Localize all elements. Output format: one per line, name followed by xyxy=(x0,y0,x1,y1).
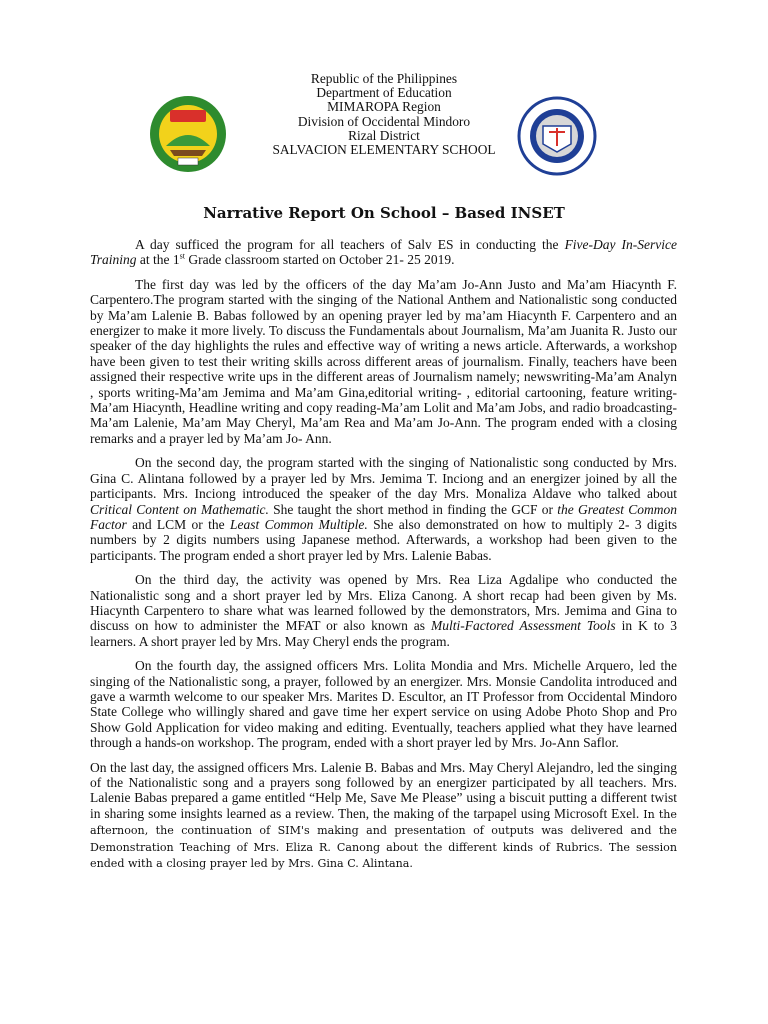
deped-seal-icon xyxy=(517,96,597,176)
report-body xyxy=(90,237,677,880)
header-line: Department of Education xyxy=(316,85,452,101)
paragraph-day-2: On the second day, the program started with the singing of Nationalistic song conducted by Mrs. Gina C. Alintana followed by a prayer led by Mrs. Jemima T. Inciong and an energizer joined by all the participants. Mrs. Inciong introduced the speaker of the day Mrs. Monaliza Aldave who talked about Critical Content on Mathematic. She taught the short method in finding the GCF or the Greatest Common Factor and LCM or the Least Common Multiple. She also demonstrated on how to multiply 2- 3 digits numbers by 2 digits numbers using Japanese method. Afterwards, a workshop had been given to the participants. The program ended a short prayer led by Mrs. Lalenie Babas. xyxy=(90,455,677,563)
page-title: Narrative Report On School – Based INSET xyxy=(203,204,565,222)
paragraph-intro: A day sufficed the program for all teachers of Salv ES in conducting the Five-Day In-Service Training at the 1st Grade classroom started on October 21- 25 2019. xyxy=(90,237,678,268)
letterhead-text xyxy=(200,72,568,157)
paragraph-day-1: The first day was led by the officers of the day Ma’am Jo-Ann Justo and Ma’am Hiacynth F. Carpentero.The program started with the singing of the National Anthem and Nationalistic song conducted by Ma’am Lalenie B. Babas followed by an opening prayer led by ma’am Hiacynth F. Carpentero and an energizer to make it more lively. To discuss the Fundamentals about Journalism, Ma’am Juanita R. Justo our speaker of the day highlights the rules and effective way of writing a news article. Afterwards, a workshop have been given to test their writing skills across different areas of journalism. Finally, teachers have been assigned their respective write ups in the different areas of Journalism namely; newswriting-Ma’am Analyn , sports writing-Ma’am Jemima and Ma’am Gina,editorial writing- , editorial cartooning, feature writing- Ma’am Hiacynth, Headline writing and copy reading-Ma’am Lolit and Ma’am Jobs, and radio broadcasting-Ma’am Lalenie, Ma’am May Cheryl, Ma’am Rea and Ma’am Jo-Ann. The program ended with a closing remarks and a prayer led by Ma’am Jo- Ann. xyxy=(90,276,677,446)
header-line: MIMAROPA Region xyxy=(327,99,441,115)
header-line: Rizal District xyxy=(348,127,420,143)
paragraph-day-4: On the fourth day, the assigned officers Mrs. Lolita Mondia and Mrs. Michelle Arquero, led the singing of the Nationalistic song, a prayer, followed by an energizer. Mrs. Monsie Candolita introduced and gave a warmth welcome to our speaker Mrs. Marites D. Escultor, an IT Professor from Occidental Mindoro State College who willingly shared and gave time her expert service on using Adobe Photo Shop and Pro Show Gold Application for video making and editing. Eventually, teachers applied what they have learned through a hands-on workshop. The program, ended with a short prayer led by Mrs. Jo-Ann Saflor. xyxy=(90,658,677,751)
header-line: SALVACION ELEMENTARY SCHOOL xyxy=(272,142,496,158)
letterhead xyxy=(0,72,768,168)
paragraph-last-day: On the last day, the assigned officers Mrs. Lalenie B. Babas and Mrs. May Cheryl Alejandro, led the singing of the Nationalistic song and a prayers song followed by an energizer participated by all teachers. Mrs. Lalenie Babas prepared a game entitled “Help Me, Save Me Please” using a biscuit putting a different twist in sharing some insights learned as a review. Then, the making of the tarpapel using Microsoft Exel. In the afternoon, the continuation of SIM's making and presentation of outputs was delivered and the Demonstration Teaching of Mrs. Eliza R. Canong about the different kinds of Rubrics. The session ended with a closing prayer led by Mrs. Gina C. Alintana. xyxy=(90,759,677,871)
paragraph-day-3: On the third day, the activity was opened by Mrs. Rea Liza Agdalipe who conducted the Nationalistic song and a short prayer led by Mrs. Eliza Canong. A short recap had been given by Ms. Hiacynth Carpentero to share what was learned followed by the demonstrators, Mrs. Jemima and Gina to discuss on how to administer the MFAT or also known as Multi-Factored Assessment Tools in K to 3 learners. A short prayer led by Mrs. May Cheryl ends the program. xyxy=(90,572,677,649)
header-line: Republic of the Philippines xyxy=(310,71,458,86)
header-line: Division of Occidental Mindoro xyxy=(297,113,471,129)
